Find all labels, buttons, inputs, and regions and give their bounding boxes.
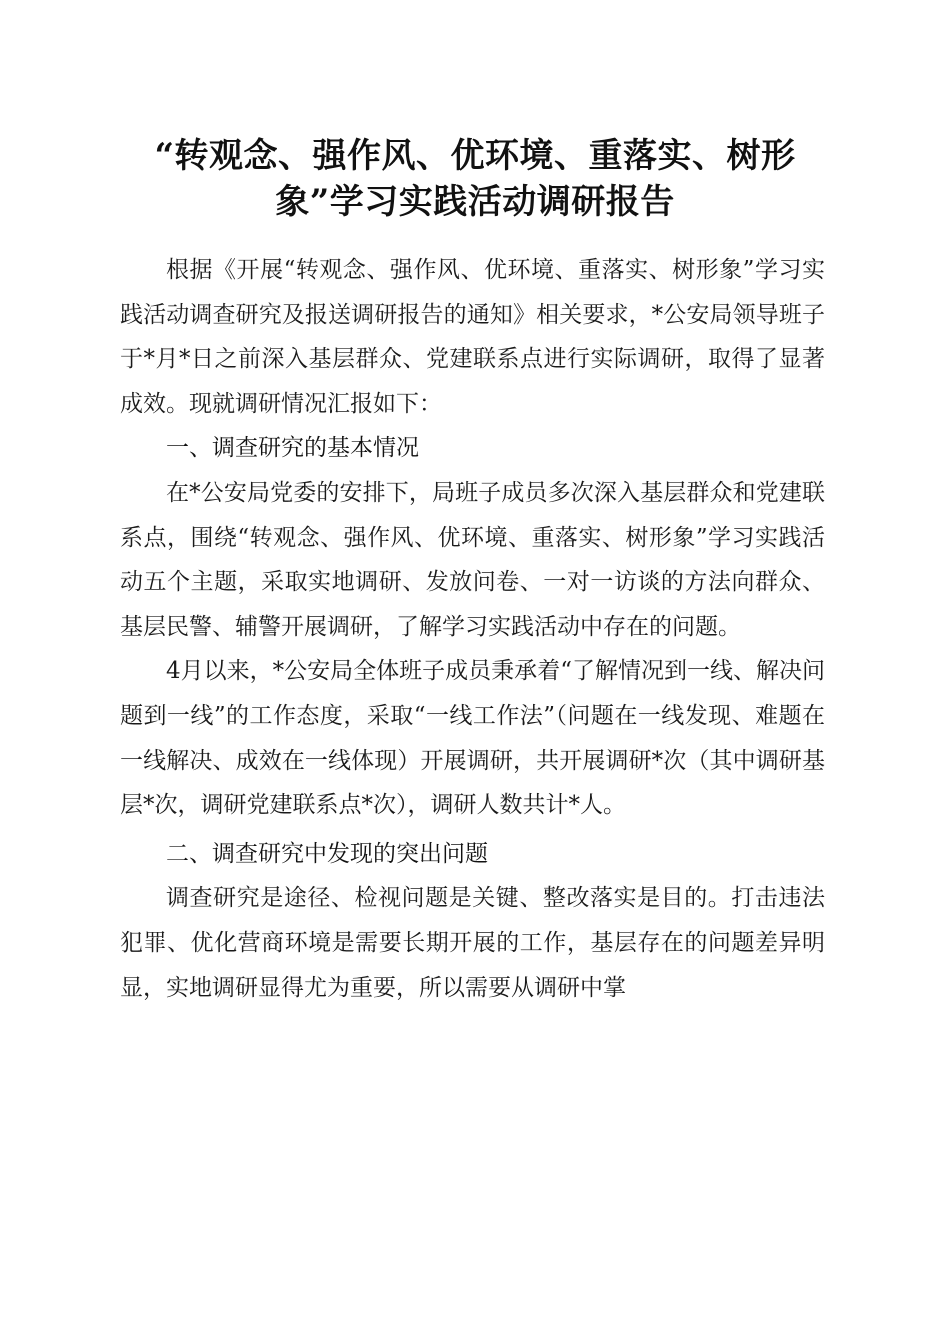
intro-paragraph: 根据《开展“转观念、强作风、优环境、重落实、树形象”学习实践活动调查研究及报送调研报告的通知》相关要求，*公安局领导班子于*月*日之前深入基层群众、党建联系点进行实际调研，取得了显著成效。现就调研情况汇报如下： — [120, 257, 825, 417]
section-1-paragraph-2: 4月以来，*公安局全体班子成员秉承着“了解情况到一线、解决问题到一线”的工作态度，采取“一线工作法”（问题在一线发现、难题在一线解决、成效在一线体现）开展调研，共开展调研*次（其中调研基层*次，调研党建联系点*次），调研人数共计*人。 — [120, 658, 825, 819]
section-2-paragraph-1: 调查研究是途径、检视问题是关键、整改落实是目的。打击违法犯罪、优化营商环境是需要长期开展的工作，基层存在的问题差异明显，实地调研显得尤为重要，所以需要从调研中掌 — [120, 885, 825, 1001]
section-heading-1: 一、调查研究的基本情况 — [166, 435, 419, 462]
section-1-paragraph-1: 在*公安局党委的安排下，局班子成员多次深入基层群众和党建联系点，围绕“转观念、强作风、优环境、重落实、树形象”学习实践活动五个主题，采取实地调研、发放问卷、一对一访谈的方法向群众、基层民警、辅警开展调研，了解学习实践活动中存在的问题。 — [120, 479, 825, 640]
title-line-2: 象”学习实践活动调研报告 — [275, 182, 675, 222]
title-line-1: “转观念、强作风、优环境、重落实、树形 — [154, 136, 796, 176]
document-body — [120, 248, 825, 1010]
section-heading-2: 二、调查研究中发现的突出问题 — [166, 840, 488, 867]
document-title — [120, 133, 830, 225]
